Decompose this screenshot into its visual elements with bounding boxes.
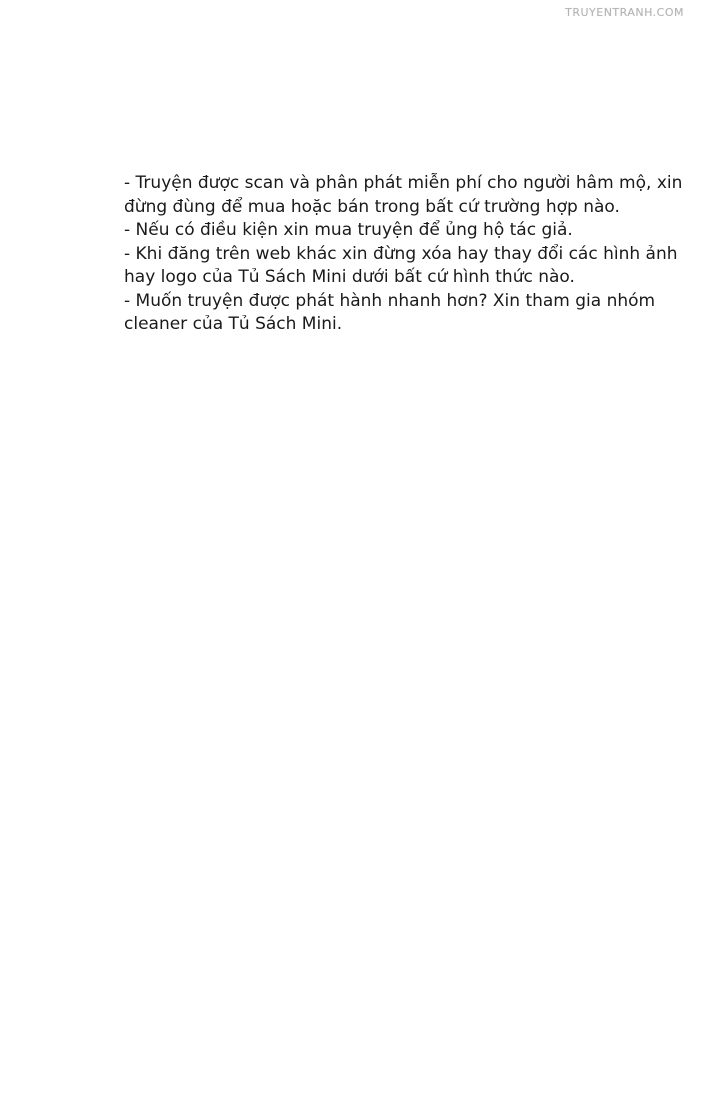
notice-line: đừng đùng để mua hoặc bán trong bất cứ trường hợp nào. <box>124 196 620 217</box>
notice-line: - Nếu có điều kiện xin mua truyện để ủng hộ tác giả. <box>124 220 573 240</box>
notice-line: cleaner của Tủ Sách Mini. <box>124 314 343 334</box>
notice-line: - Muốn truyện được phát hành nhanh hơn? Xin tham gia nhóm <box>124 290 656 311</box>
notice-line: hay logo của Tủ Sách Mini dưới bất cứ hình thức nào. <box>124 267 575 287</box>
notice-line: - Khi đăng trên web khác xin đừng xóa hay thay đổi các hình ảnh <box>124 243 678 264</box>
notice-line: - Truyện được scan và phân phát miễn phí cho người hâm mộ, xin <box>124 173 683 193</box>
notice-text-block <box>124 172 684 337</box>
site-watermark: TRUYENTRANH.COM <box>565 6 684 19</box>
